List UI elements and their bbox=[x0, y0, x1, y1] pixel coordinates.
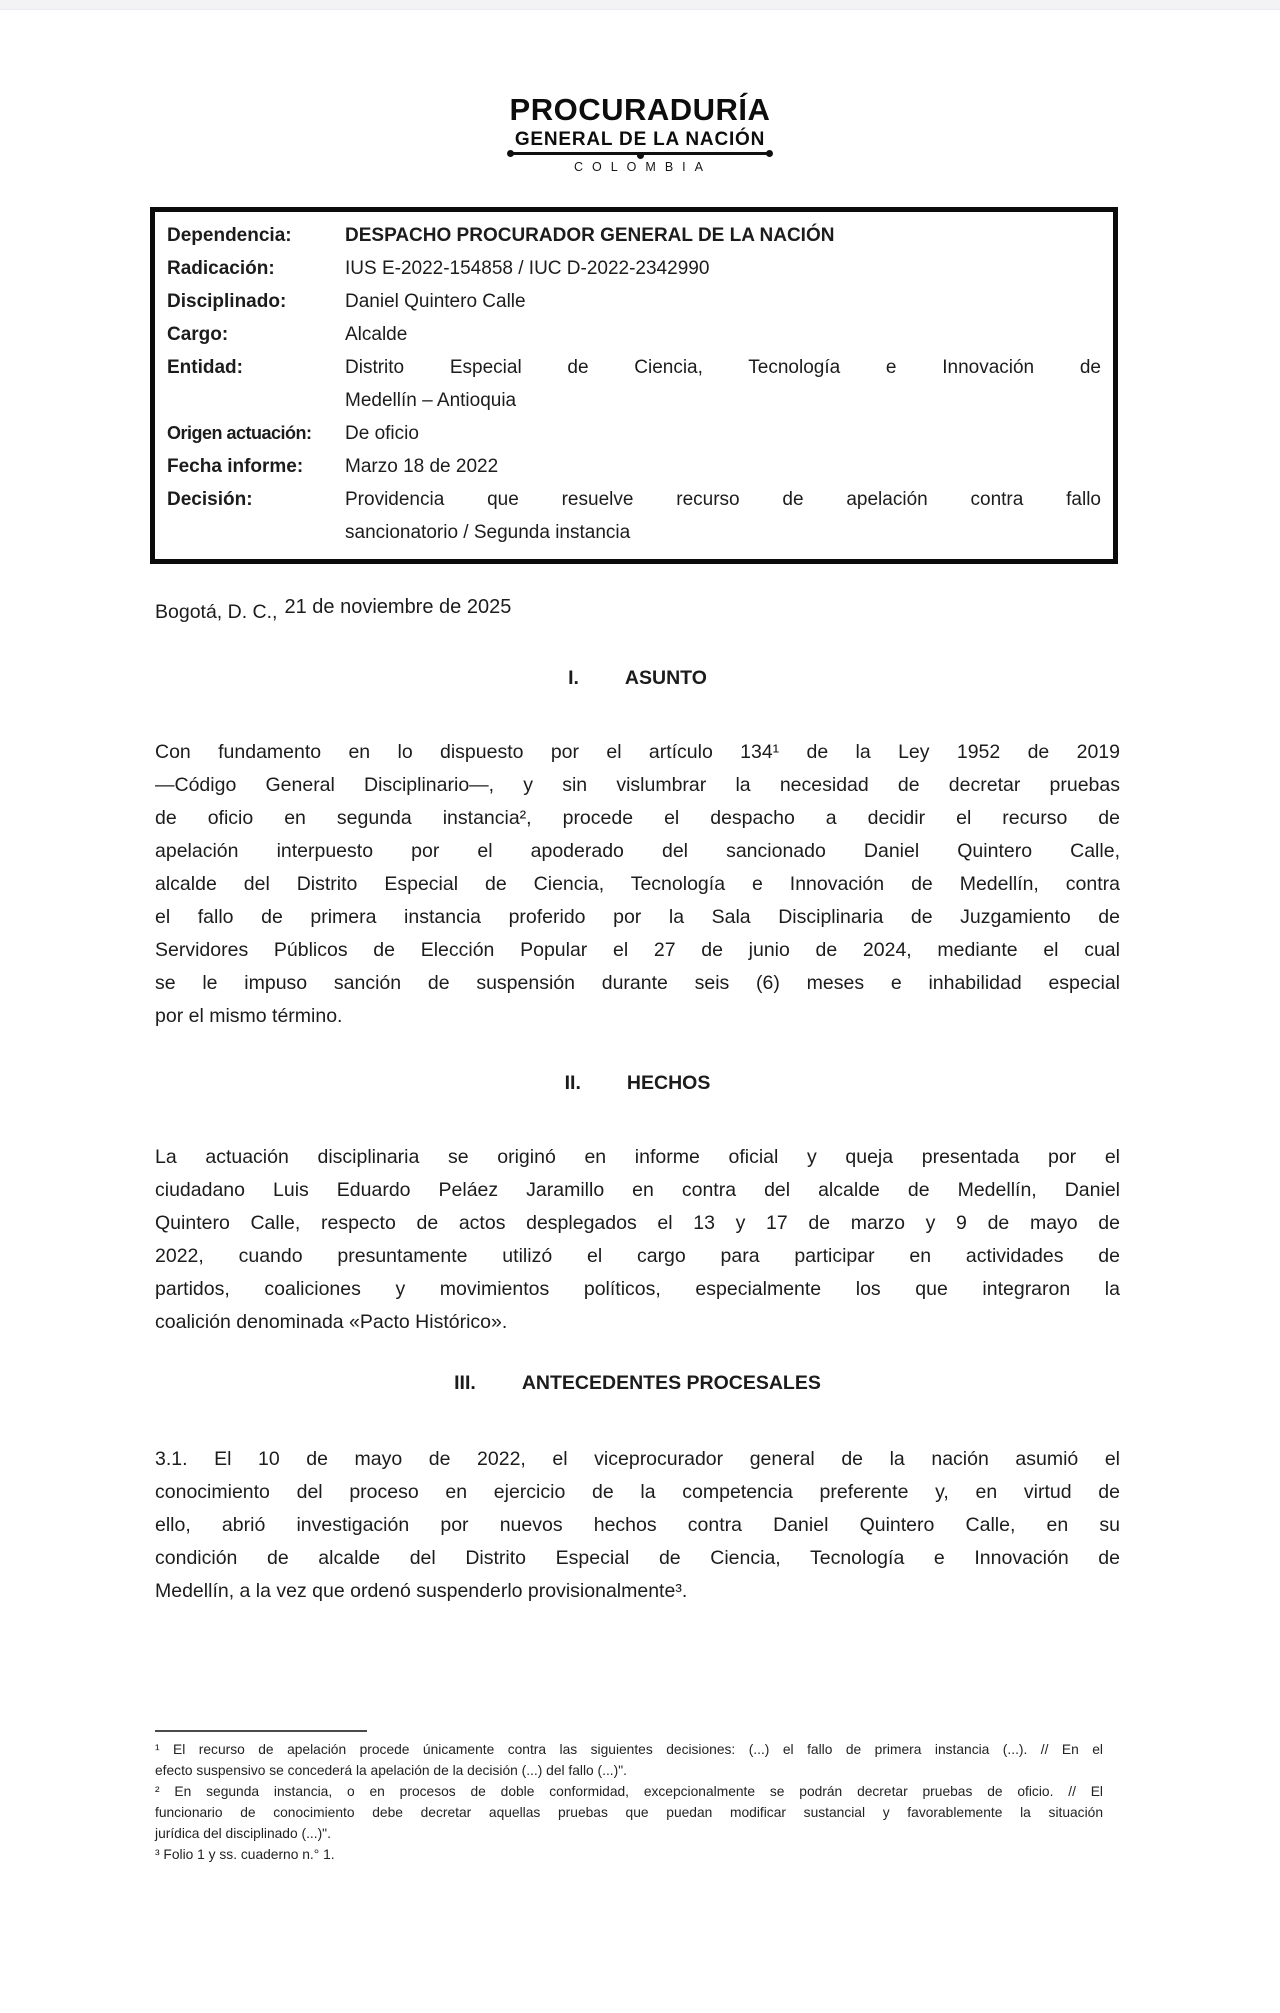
text-line: funcionario de conocimiento debe decretar aquellas pruebas que puedan modificar sustancial y favorablemente la situación bbox=[155, 1805, 1103, 1821]
row-value bbox=[345, 483, 1101, 549]
text-line: ello, abrió investigación por nuevos hechos contra Daniel Quintero Calle, en su bbox=[155, 1514, 1120, 1537]
text-line: alcalde del Distrito Especial de Ciencia, Tecnología e Innovación de Medellín, contra bbox=[155, 873, 1120, 896]
text-line: ³ Folio 1 y ss. cuaderno n.° 1. bbox=[155, 1847, 335, 1863]
section-number: II. bbox=[564, 1072, 581, 1095]
logo-rule bbox=[510, 152, 771, 155]
section-heading-hechos bbox=[155, 1071, 1120, 1095]
text-line: el fallo de primera instancia proferido por la Sala Disciplinaria de Juzgamiento de bbox=[155, 906, 1120, 929]
text-line: 3.1. El 10 de mayo de 2022, el viceprocurador general de la nación asumió el bbox=[155, 1448, 1120, 1471]
row-label: Entidad: bbox=[167, 357, 243, 379]
paragraph-antecedentes bbox=[155, 1443, 1120, 1608]
text-line: DESPACHO PROCURADOR GENERAL DE LA NACIÓN bbox=[345, 225, 835, 247]
section-heading-asunto bbox=[155, 666, 1120, 690]
text-line: IUS E-2022-154858 / IUC D-2022-2342990 bbox=[345, 258, 710, 280]
table-row bbox=[167, 219, 1101, 252]
text-line: apelación interpuesto por el apoderado del sancionado Daniel Quintero Calle, bbox=[155, 840, 1120, 863]
table-row bbox=[167, 351, 1101, 417]
text-line: La actuación disciplinaria se originó en informe oficial y queja presentada por el bbox=[155, 1146, 1120, 1169]
pgn-logo bbox=[510, 94, 771, 174]
logo-rule-dot bbox=[637, 152, 644, 159]
text-line: por el mismo término. bbox=[155, 1005, 343, 1028]
footnote-3 bbox=[155, 1844, 1103, 1865]
scan-edge-strip bbox=[0, 0, 1280, 10]
paragraph-asunto bbox=[155, 736, 1120, 1033]
row-label: Cargo: bbox=[167, 324, 229, 346]
text-line: Quintero Calle, respecto de actos desplegados el 13 y 17 de marzo y 9 de mayo de bbox=[155, 1212, 1120, 1235]
text-line: coalición denominada «Pacto Histórico». bbox=[155, 1311, 508, 1334]
text-line: Con fundamento en lo dispuesto por el artículo 134¹ de la Ley 1952 de 2019 bbox=[155, 741, 1120, 764]
text-line: De oficio bbox=[345, 423, 419, 445]
footnote-1 bbox=[155, 1739, 1103, 1781]
dateline-date: 21 de noviembre de 2025 bbox=[284, 596, 512, 619]
text-line: Medellín – Antioquia bbox=[345, 390, 517, 412]
row-label: Decisión: bbox=[167, 489, 253, 511]
logo-country: COLOMBIA bbox=[573, 160, 712, 175]
row-label: Origen actuación: bbox=[167, 423, 312, 444]
row-label: Dependencia: bbox=[167, 225, 292, 247]
text-line: Medellín, a la vez que ordenó suspenderlo provisionalmente³. bbox=[155, 1580, 688, 1603]
text-line: conocimiento del proceso en ejercicio de la competencia preferente y, en virtud de bbox=[155, 1481, 1120, 1504]
row-value bbox=[345, 450, 1101, 483]
table-row bbox=[167, 483, 1101, 549]
row-value bbox=[345, 417, 1101, 450]
text-line: sancionatorio / Segunda instancia bbox=[345, 522, 631, 544]
text-line: Daniel Quintero Calle bbox=[345, 291, 526, 313]
logo-title: PROCURADURÍA bbox=[509, 92, 771, 127]
text-line: ¹ El recurso de apelación procede únicamente contra las siguientes decisiones: (...) el fallo de primera instancia (...). // En el bbox=[155, 1742, 1103, 1758]
row-label: Radicación: bbox=[167, 258, 275, 280]
row-value bbox=[345, 351, 1101, 417]
text-line: se le impuso sanción de suspensión durante seis (6) meses e inhabilidad especial bbox=[155, 972, 1120, 995]
section-number: I. bbox=[568, 667, 579, 690]
text-line: Marzo 18 de 2022 bbox=[345, 456, 499, 478]
text-line: ciudadano Luis Eduardo Peláez Jaramillo en contra del alcalde de Medellín, Daniel bbox=[155, 1179, 1120, 1202]
text-line: Distrito Especial de Ciencia, Tecnología e Innovación de bbox=[345, 357, 1101, 379]
text-line: de oficio en segunda instancia², procede el despacho a decidir el recurso de bbox=[155, 807, 1120, 830]
row-label: Disciplinado: bbox=[167, 291, 287, 313]
section-title: ANTECEDENTES PROCESALES bbox=[521, 1372, 821, 1395]
table-row bbox=[167, 318, 1101, 351]
text-line: Servidores Públicos de Elección Popular el 27 de junio de 2024, mediante el cual bbox=[155, 939, 1120, 962]
text-line: partidos, coaliciones y movimientos políticos, especialmente los que integraron la bbox=[155, 1278, 1120, 1301]
logo-rule-dot bbox=[766, 150, 773, 157]
table-row bbox=[167, 252, 1101, 285]
table-row bbox=[167, 450, 1101, 483]
text-line: ² En segunda instancia, o en procesos de doble conformidad, excepcionalmente se podrán decretar pruebas de oficio. // El bbox=[155, 1784, 1103, 1800]
section-number: III. bbox=[454, 1372, 476, 1395]
row-value bbox=[345, 318, 1101, 351]
section-heading-antecedentes bbox=[155, 1371, 1120, 1395]
text-line: Alcalde bbox=[345, 324, 408, 346]
text-line: condición de alcalde del Distrito Especial de Ciencia, Tecnología e Innovación de bbox=[155, 1547, 1120, 1570]
paragraph-hechos bbox=[155, 1141, 1120, 1339]
dateline bbox=[155, 596, 1280, 624]
row-value bbox=[345, 285, 1101, 318]
logo-rule-dot bbox=[507, 150, 514, 157]
logo-subtitle: GENERAL DE LA NACIÓN bbox=[514, 128, 766, 150]
footnote-2 bbox=[155, 1781, 1103, 1844]
text-line: jurídica del disciplinado (...)". bbox=[155, 1826, 331, 1842]
case-info-table bbox=[150, 207, 1118, 564]
row-label: Fecha informe: bbox=[167, 456, 304, 478]
row-value bbox=[345, 219, 1101, 252]
row-value bbox=[345, 252, 1101, 285]
text-line: efecto suspensivo se concederá la apelación de la decisión (...) del fallo (...)". bbox=[155, 1763, 627, 1779]
section-title: HECHOS bbox=[626, 1072, 711, 1095]
footnote-separator bbox=[155, 1730, 367, 1732]
text-line: —Código General Disciplinario—, y sin vislumbrar la necesidad de decretar pruebas bbox=[155, 774, 1120, 797]
footnotes bbox=[155, 1730, 1103, 1865]
text-line: Providencia que resuelve recurso de apelación contra fallo bbox=[345, 489, 1101, 511]
text-line: 2022, cuando presuntamente utilizó el cargo para participar en actividades de bbox=[155, 1245, 1120, 1268]
table-row bbox=[167, 285, 1101, 318]
section-title: ASUNTO bbox=[624, 667, 707, 690]
table-row bbox=[167, 417, 1101, 450]
dateline-place: Bogotá, D. C., bbox=[155, 601, 278, 624]
